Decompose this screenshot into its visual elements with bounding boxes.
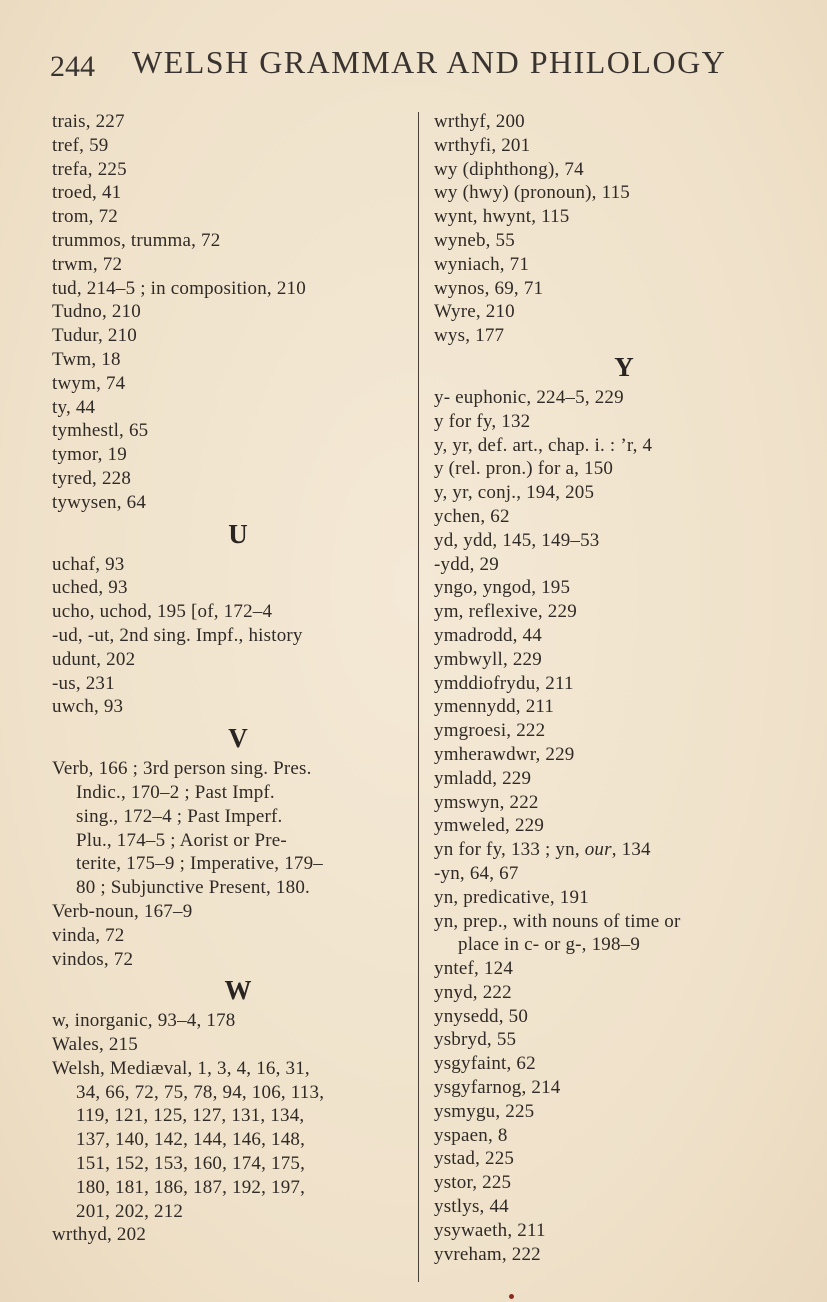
index-entry: twym, 74 — [52, 372, 126, 394]
index-entry: udunt, 202 — [52, 648, 136, 670]
index-entry: -yn, 64, 67 — [434, 862, 519, 884]
index-entry: vindos, 72 — [52, 948, 134, 970]
index-entry: yn, predicative, 191 — [434, 886, 589, 908]
index-entry: yvreham, 222 — [434, 1243, 541, 1265]
index-entry: -ud, -ut, 2nd sing. Impf., history — [52, 624, 303, 646]
section-letter: Y — [614, 351, 634, 382]
index-entry: uched, 93 — [52, 577, 128, 599]
index-entry: troed, 41 — [52, 182, 122, 204]
index-entry: wynt, hwynt, 115 — [434, 206, 570, 228]
index-entry: ysbryd, 55 — [434, 1029, 517, 1051]
index-entry: w, inorganic, 93–4, 178 — [52, 1010, 236, 1032]
index-entry: y- euphonic, 224–5, 229 — [434, 386, 624, 408]
index-entry: uchaf, 93 — [52, 553, 125, 575]
index-entry-continuation: Indic., 170–2 ; Past Impf. — [76, 781, 275, 803]
index-entry: Wales, 215 — [52, 1034, 138, 1056]
index-entry: y (rel. pron.) for a, 150 — [434, 458, 614, 480]
index-entry: y for fy, 132 — [434, 410, 531, 432]
index-entry: trom, 72 — [52, 206, 118, 228]
index-entry: ynysedd, 50 — [434, 1005, 529, 1027]
index-entry: ymgroesi, 222 — [434, 720, 546, 742]
index-entry: tymor, 19 — [52, 444, 127, 466]
index-entry: ymbwyll, 229 — [434, 648, 542, 670]
index-entry: ystad, 225 — [434, 1148, 515, 1170]
index-entry: wys, 177 — [434, 325, 505, 347]
ink-spot — [509, 1294, 514, 1299]
section-letter: U — [228, 518, 248, 549]
italic-word: our — [584, 839, 612, 861]
index-column-right — [434, 110, 814, 1266]
index-entry: trais, 227 — [52, 111, 125, 132]
index-entry: ymherawdwr, 229 — [434, 743, 575, 765]
index-entry: tywysen, 64 — [52, 491, 147, 513]
index-entry: wynos, 69, 71 — [434, 277, 544, 299]
index-entry-continuation: place in c- or g-, 198–9 — [458, 934, 641, 956]
index-entry: y, yr, def. art., chap. i. : ’r, 4 — [434, 434, 653, 456]
index-entry: ysywaeth, 211 — [434, 1219, 546, 1241]
index-entry: ty, 44 — [52, 396, 96, 418]
index-entry-continuation: 180, 181, 186, 187, 192, 197, — [76, 1176, 306, 1198]
index-entry: ymladd, 229 — [434, 767, 532, 789]
index-entry: ynyd, 222 — [434, 981, 512, 1003]
index-entry: Tudur, 210 — [52, 325, 138, 347]
index-entry: Welsh, Mediæval, 1, 3, 4, 16, 31, — [52, 1057, 310, 1079]
index-entry: ymddiofrydu, 211 — [434, 672, 574, 694]
index-entry-continuation: 151, 152, 153, 160, 174, 175, — [76, 1153, 306, 1175]
index-entry: ymennydd, 211 — [434, 696, 555, 718]
index-entry-continuation: 80 ; Subjunctive Present, 180. — [76, 877, 310, 899]
running-title: WELSH GRAMMAR AND PHILOLOGY — [132, 44, 727, 80]
index-entry: Twm, 18 — [52, 348, 121, 370]
index-entry: ysgyfarnog, 214 — [434, 1077, 561, 1099]
page-number: 244 — [50, 50, 95, 83]
index-entry: yd, ydd, 145, 149–53 — [434, 529, 600, 551]
index-entry: ystlys, 44 — [434, 1196, 509, 1218]
index-entry-continuation: 201, 202, 212 — [76, 1200, 184, 1222]
index-entry: vinda, 72 — [52, 924, 125, 946]
index-entry: ucho, uchod, 195 [of, 172–4 — [52, 601, 273, 623]
index-entry-continuation: sing., 172–4 ; Past Imperf. — [76, 805, 283, 827]
index-entry: Tudno, 210 — [52, 301, 141, 323]
index-entry: ymswyn, 222 — [434, 791, 539, 813]
index-entry: y, yr, conj., 194, 205 — [434, 482, 595, 504]
index-entry: wrthyf, 200 — [434, 111, 525, 132]
index-entry: wy (diphthong), 74 — [434, 158, 584, 180]
index-entry: uwch, 93 — [52, 696, 124, 718]
index-entry-continuation: 119, 121, 125, 127, 131, 134, — [76, 1105, 305, 1127]
index-entry: tymhestl, 65 — [52, 420, 149, 442]
column-rule — [418, 112, 419, 1282]
index-entry: Wyre, 210 — [434, 301, 515, 323]
index-entry: yspaen, 8 — [434, 1124, 508, 1146]
index-column-left — [52, 110, 412, 1247]
index-entry: yn, prep., with nouns of time or — [434, 910, 681, 932]
index-entry: ychen, 62 — [434, 505, 510, 527]
index-entry: yn for fy, 133 ; yn, our, 134 — [434, 839, 651, 861]
index-entry: ym, reflexive, 229 — [434, 601, 577, 623]
index-entry: tud, 214–5 ; in composition, 210 — [52, 277, 306, 299]
index-entry: trwm, 72 — [52, 253, 123, 275]
index-entry: wy (hwy) (pronoun), 115 — [434, 182, 630, 204]
index-entry: wrthyfi, 201 — [434, 134, 531, 156]
index-entry: -ydd, 29 — [434, 553, 499, 575]
index-entry: wyneb, 55 — [434, 229, 515, 251]
index-entry-continuation: 34, 66, 72, 75, 78, 94, 106, 113, — [76, 1081, 325, 1103]
index-entry: yntef, 124 — [434, 958, 514, 980]
index-entry: ysgyfaint, 62 — [434, 1053, 536, 1075]
index-entry: tyred, 228 — [52, 467, 132, 489]
section-letter: W — [224, 975, 252, 1006]
index-entry-continuation: 137, 140, 142, 144, 146, 148, — [76, 1129, 306, 1151]
index-entry: ysmygu, 225 — [434, 1100, 535, 1122]
section-letter: V — [228, 723, 248, 754]
index-entry-continuation: terite, 175–9 ; Imperative, 179– — [76, 853, 323, 875]
index-entry: wyniach, 71 — [434, 253, 530, 275]
index-entry: wrthyd, 202 — [52, 1224, 147, 1246]
index-entry: trummos, trumma, 72 — [52, 229, 221, 251]
page-header — [50, 40, 770, 86]
index-entry: yngo, yngod, 195 — [434, 577, 571, 599]
index-entry: tref, 59 — [52, 134, 109, 156]
index-entry: ymweled, 229 — [434, 815, 545, 837]
index-entry: Verb, 166 ; 3rd person sing. Pres. — [52, 758, 312, 780]
index-entry: ystor, 225 — [434, 1172, 512, 1194]
index-entry: Verb-noun, 167–9 — [52, 900, 193, 922]
index-entry: trefa, 225 — [52, 158, 127, 180]
index-entry: ymadrodd, 44 — [434, 624, 542, 646]
index-entry: -us, 231 — [52, 672, 115, 694]
index-entry-continuation: Plu., 174–5 ; Aorist or Pre- — [76, 829, 287, 851]
